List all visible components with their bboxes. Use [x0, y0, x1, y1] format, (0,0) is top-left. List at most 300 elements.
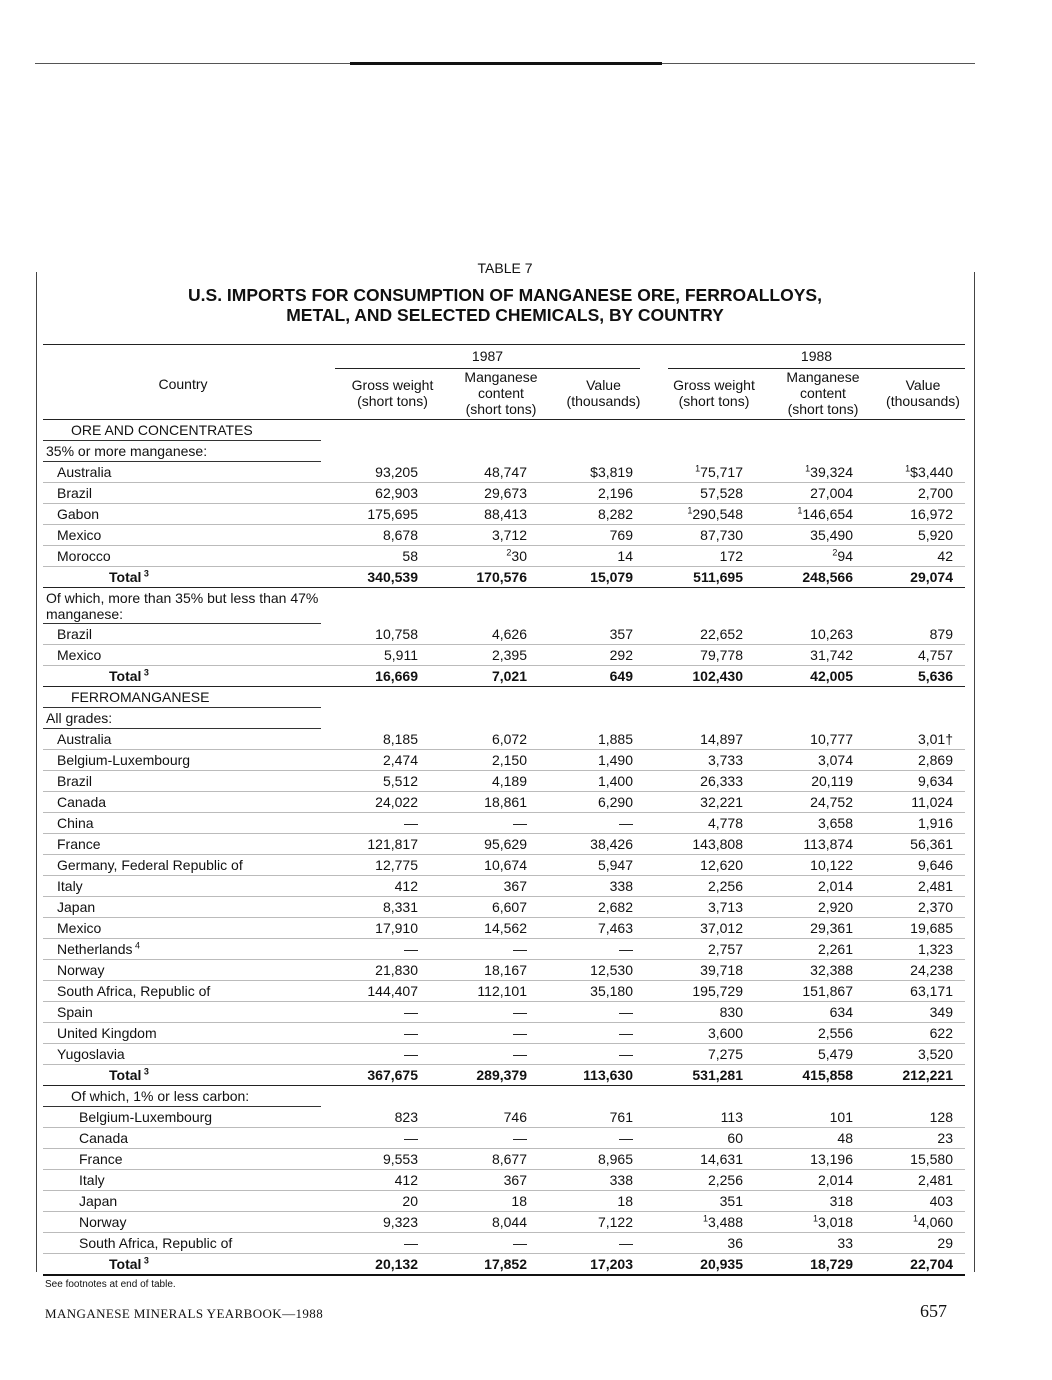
- row-label: [57, 960, 104, 981]
- cell-value: 746: [503, 1109, 527, 1125]
- cell-value: —: [404, 1046, 418, 1062]
- table-cell: [633, 1065, 743, 1086]
- row-label-text: South Africa, Republic of: [57, 983, 211, 999]
- cell-value: 23: [937, 1130, 953, 1146]
- cell-value: —: [404, 941, 418, 957]
- cell-value: 7,275: [707, 1046, 743, 1062]
- cell-value: 5,512: [382, 773, 418, 789]
- table-cell: [523, 1002, 633, 1023]
- table-cell: [843, 729, 953, 750]
- cell-value: —: [513, 1130, 527, 1146]
- cell-value: 146,654: [802, 506, 853, 522]
- cell-value: 338: [609, 1172, 633, 1188]
- table-cell: [633, 567, 743, 588]
- table-cell: [308, 960, 418, 981]
- cell-value: —: [513, 815, 527, 831]
- cell-value: 21,830: [375, 962, 418, 978]
- cell-value: 93,205: [375, 464, 418, 480]
- footnote-marker: 1: [797, 505, 803, 516]
- cell-value: 113,630: [583, 1067, 633, 1083]
- table-cell: [743, 750, 853, 771]
- cell-value: 16,669: [375, 668, 418, 684]
- cell-value: 8,331: [382, 899, 418, 915]
- footnote-marker: 1: [905, 463, 911, 474]
- table-cell: [843, 1002, 953, 1023]
- cell-value: 9,553: [382, 1151, 418, 1167]
- category-row: [43, 441, 965, 462]
- cell-value: 18,729: [810, 1256, 853, 1272]
- cell-value: 39,718: [700, 962, 743, 978]
- table-cell: [843, 897, 953, 918]
- table-cell: [417, 897, 527, 918]
- table-cell: [417, 813, 527, 834]
- row-label: [79, 1107, 212, 1128]
- table-cell: [308, 855, 418, 876]
- row-label-text: FERROMANGANESE: [71, 689, 210, 705]
- cell-value: 7,122: [597, 1214, 633, 1230]
- cell-value: 12,620: [700, 857, 743, 873]
- cell-value: 22,704: [910, 1256, 953, 1272]
- table-row: [43, 813, 965, 834]
- footnote-marker: 3: [141, 1066, 149, 1077]
- table-cell: [523, 1023, 633, 1044]
- table-cell: [308, 792, 418, 813]
- table-cell: [308, 1254, 418, 1275]
- row-label-text: Norway: [79, 1214, 127, 1230]
- table-row: [43, 981, 965, 1002]
- table-cell: [417, 960, 527, 981]
- table-cell: [417, 1044, 527, 1065]
- cell-value: 3,733: [707, 752, 743, 768]
- table-row: [43, 1044, 965, 1065]
- cell-value: 29: [937, 1235, 953, 1251]
- cell-value: 195,729: [692, 983, 743, 999]
- table-cell: [743, 897, 853, 918]
- category-row: [43, 588, 965, 624]
- table-cell: [633, 1002, 743, 1023]
- row-label: [57, 645, 101, 666]
- cell-value: 4,778: [707, 815, 743, 831]
- table-cell: [843, 792, 953, 813]
- table-cell: [633, 645, 743, 666]
- cell-value: 172: [719, 548, 743, 564]
- cell-value: 11,024: [911, 794, 953, 810]
- table-cell: [843, 771, 953, 792]
- table-cell: [743, 666, 853, 687]
- row-label-text: Canada: [79, 1130, 129, 1146]
- cell-value: 29,673: [484, 485, 527, 501]
- cell-value: 62,903: [375, 485, 418, 501]
- row-label-text: Brazil: [57, 485, 93, 501]
- cell-value: 10,674: [484, 857, 527, 873]
- row-label-text: China: [57, 815, 94, 831]
- cell-value: 3,713: [707, 899, 743, 915]
- table-cell: [843, 504, 953, 525]
- table-cell: [417, 1002, 527, 1023]
- running-footer-title: MANGANESE MINERALS YEARBOOK—1988: [45, 1306, 324, 1321]
- cell-value: 8,678: [382, 527, 418, 543]
- row-label: [79, 1233, 232, 1254]
- table-row: [43, 1170, 965, 1191]
- cell-value: 1,490: [597, 752, 633, 768]
- table-cell: [417, 1233, 527, 1254]
- table-cell: [633, 1212, 743, 1233]
- cell-value: 31,742: [810, 647, 853, 663]
- table-cell: [308, 876, 418, 897]
- row-label-text: Total: [109, 1067, 142, 1083]
- cell-value: 367,675: [367, 1067, 418, 1083]
- cell-value: $3,440: [910, 464, 953, 480]
- cell-value: 95,629: [484, 836, 527, 852]
- footnote-marker: 1: [695, 463, 701, 474]
- cell-value: 634: [829, 1004, 853, 1020]
- cell-value: —: [404, 815, 418, 831]
- row-label-text: France: [79, 1151, 123, 1167]
- table-title-line-2: METAL, AND SELECTED CHEMICALS, BY COUNTRY: [286, 305, 724, 325]
- cell-value: 29,074: [910, 569, 953, 585]
- cell-value: 32,388: [810, 962, 853, 978]
- table-cell: [843, 1149, 953, 1170]
- table-cell: [523, 1170, 633, 1191]
- cell-value: 10,263: [810, 626, 853, 642]
- table-cell: [417, 1170, 527, 1191]
- cell-value: 33: [837, 1235, 853, 1251]
- row-label-text: Of which, more than 35% but less than 47% manganese:: [46, 590, 319, 622]
- table-row: [43, 1107, 965, 1128]
- table-cell: [417, 1149, 527, 1170]
- cell-value: 143,808: [692, 836, 743, 852]
- table-row: [43, 1149, 965, 1170]
- cell-value: 212,221: [902, 1067, 953, 1083]
- table-cell: [743, 918, 853, 939]
- cell-value: 113,874: [803, 836, 853, 852]
- column-header-gross-weight-1988: Gross weight (short tons): [673, 377, 755, 409]
- table-cell: [308, 1233, 418, 1254]
- table-title-line-1: U.S. IMPORTS FOR CONSUMPTION OF MANGANESE ORE, FERROALLOYS,: [188, 285, 822, 305]
- row-label-text: Japan: [79, 1193, 118, 1209]
- table-cell: [523, 834, 633, 855]
- cell-value: 412: [394, 1172, 418, 1188]
- table-cell: [743, 525, 853, 546]
- cell-value: 2,682: [597, 899, 633, 915]
- table-cell: [633, 834, 743, 855]
- cell-value: —: [513, 1235, 527, 1251]
- cell-value: 12,775: [375, 857, 418, 873]
- cell-value: 60: [727, 1130, 743, 1146]
- cell-value: 6,290: [597, 794, 633, 810]
- table-cell: [417, 1065, 527, 1086]
- table-cell: [308, 483, 418, 504]
- cell-value: 292: [609, 647, 633, 663]
- row-label-text: Brazil: [57, 626, 93, 642]
- table-cell: [743, 771, 853, 792]
- table-cell: [633, 462, 743, 483]
- cell-value: 17,203: [590, 1256, 633, 1272]
- cell-value: 7,021: [491, 668, 527, 684]
- cell-value: —: [404, 1025, 418, 1041]
- table-row: [43, 876, 965, 897]
- page-top-rule-accent: [350, 62, 662, 65]
- row-label-text: Total: [109, 1256, 142, 1272]
- table-cell: [523, 1191, 633, 1212]
- table-cell: [843, 981, 953, 1002]
- cell-value: 403: [929, 1193, 953, 1209]
- table-cell: [843, 750, 953, 771]
- footnote-marker: 1: [702, 1213, 708, 1224]
- cell-value: —: [619, 1235, 633, 1251]
- cell-value: 14,562: [484, 920, 527, 936]
- cell-value: 4,189: [491, 773, 527, 789]
- row-label-text: Mexico: [57, 920, 102, 936]
- cell-value: 2,481: [917, 1172, 953, 1188]
- table-cell: [743, 1128, 853, 1149]
- row-label: [46, 590, 326, 622]
- cell-value: 8,282: [597, 506, 633, 522]
- cell-value: 761: [609, 1109, 633, 1125]
- row-label: [57, 792, 106, 813]
- cell-value: 18: [617, 1193, 633, 1209]
- row-label: [71, 420, 253, 441]
- table-cell: [308, 546, 418, 567]
- cell-value: 2,261: [817, 941, 853, 957]
- cell-value: 170,576: [476, 569, 527, 585]
- table-cell: [743, 1233, 853, 1254]
- cell-value: 290,548: [692, 506, 743, 522]
- table-cell: [308, 939, 418, 960]
- table-cell: [743, 834, 853, 855]
- table-cell: [523, 567, 633, 588]
- cell-value: 13,196: [810, 1151, 853, 1167]
- table-cell: [523, 624, 633, 645]
- row-label: [79, 1128, 128, 1149]
- table-title: [0, 285, 1010, 325]
- cell-value: 3,01†: [917, 731, 953, 747]
- cell-value: 10,122: [810, 857, 853, 873]
- table-cell: [523, 483, 633, 504]
- table-cell: [843, 1065, 953, 1086]
- cell-value: 101: [829, 1109, 853, 1125]
- cell-value: 1,916: [917, 815, 953, 831]
- table-cell: [308, 771, 418, 792]
- cell-value: 622: [929, 1025, 953, 1041]
- table-cell: [743, 1170, 853, 1191]
- row-label: [79, 1212, 126, 1233]
- table-cell: [743, 1191, 853, 1212]
- table-cell: [633, 1191, 743, 1212]
- table-cell: [633, 918, 743, 939]
- cell-value: 879: [929, 626, 953, 642]
- table-cell: [417, 1212, 527, 1233]
- row-label-text: South Africa, Republic of: [79, 1235, 233, 1251]
- row-label: [109, 1065, 149, 1086]
- row-label: [57, 750, 190, 771]
- table-row: [43, 960, 965, 981]
- table-cell: [843, 462, 953, 483]
- cell-value: —: [619, 941, 633, 957]
- table-row: [43, 918, 965, 939]
- table-cell: [743, 855, 853, 876]
- table-cell: [523, 546, 633, 567]
- table-cell: [308, 525, 418, 546]
- table-cell: [843, 645, 953, 666]
- row-label: [57, 918, 101, 939]
- row-label-text: All grades:: [46, 710, 113, 726]
- table-cell: [523, 1233, 633, 1254]
- table-cell: [417, 525, 527, 546]
- table-cell: [633, 1107, 743, 1128]
- row-label: [57, 1023, 157, 1044]
- table-cell: [843, 855, 953, 876]
- cell-value: 7,463: [597, 920, 633, 936]
- cell-value: 3,520: [917, 1046, 953, 1062]
- table-cell: [843, 939, 953, 960]
- table-cell: [523, 1212, 633, 1233]
- total-row: [43, 567, 965, 588]
- cell-value: 20: [402, 1193, 418, 1209]
- row-label-text: Belgium-Luxembourg: [79, 1109, 213, 1125]
- table-cell: [633, 1023, 743, 1044]
- cell-value: 151,867: [802, 983, 853, 999]
- table-row: [43, 771, 965, 792]
- cell-value: 5,920: [917, 527, 953, 543]
- table-row: [43, 939, 965, 960]
- table-cell: [743, 1023, 853, 1044]
- row-label-text: Australia: [57, 464, 112, 480]
- cell-value: 42,005: [810, 668, 853, 684]
- table-cell: [308, 1002, 418, 1023]
- table-row: [43, 1191, 965, 1212]
- cell-value: 35,180: [590, 983, 633, 999]
- column-header-gross-weight-1987: Gross weight (short tons): [351, 377, 434, 409]
- table-cell: [417, 939, 527, 960]
- table-cell: [843, 1212, 953, 1233]
- cell-value: 15,079: [590, 569, 633, 585]
- table-cell: [523, 1254, 633, 1275]
- cell-value: 10,758: [375, 626, 418, 642]
- table-row: [43, 729, 965, 750]
- cell-value: 1,400: [597, 773, 633, 789]
- cell-value: 9,646: [917, 857, 953, 873]
- table-cell: [417, 981, 527, 1002]
- row-label: [71, 687, 209, 708]
- table-cell: [633, 1128, 743, 1149]
- table-cell: [843, 1023, 953, 1044]
- table-body: [43, 420, 965, 1275]
- cell-value: —: [404, 1130, 418, 1146]
- table-cell: [633, 1044, 743, 1065]
- column-header-value-1987: Value (thousands): [566, 377, 641, 409]
- cell-value: 9,634: [917, 773, 953, 789]
- table-row: [43, 1023, 965, 1044]
- cell-value: 14,897: [700, 731, 743, 747]
- cell-value: —: [513, 941, 527, 957]
- table-cell: [523, 1065, 633, 1086]
- row-label: [109, 666, 149, 687]
- cell-value: 48: [837, 1130, 853, 1146]
- table-cell: [308, 1191, 418, 1212]
- cell-value: 367: [503, 1172, 527, 1188]
- table-cell: [308, 834, 418, 855]
- total-row: [43, 1065, 965, 1086]
- cell-value: —: [619, 1130, 633, 1146]
- table-row: [43, 1233, 965, 1254]
- table-row: [43, 483, 965, 504]
- footnote-marker: 3: [141, 568, 149, 579]
- category-row: [43, 687, 965, 708]
- cell-value: 2,757: [707, 941, 743, 957]
- table-cell: [523, 897, 633, 918]
- table-cell: [308, 918, 418, 939]
- row-label-text: Mexico: [57, 647, 102, 663]
- table-cell: [743, 813, 853, 834]
- table-cell: [417, 771, 527, 792]
- table-cell: [843, 1233, 953, 1254]
- table-row: [43, 1128, 965, 1149]
- cell-value: 823: [394, 1109, 418, 1125]
- table-cell: [743, 1254, 853, 1275]
- cell-value: 42: [937, 548, 953, 564]
- cell-value: 94: [837, 548, 853, 564]
- table-cell: [743, 792, 853, 813]
- table-row: [43, 792, 965, 813]
- row-label-text: United Kingdom: [57, 1025, 157, 1041]
- table-row: [43, 750, 965, 771]
- cell-value: 16,972: [910, 506, 953, 522]
- cell-value: 2,196: [597, 485, 633, 501]
- row-label-text: Netherlands: [57, 941, 133, 957]
- footnote-marker: 3: [141, 1255, 149, 1266]
- cell-value: 32,221: [700, 794, 743, 810]
- cell-value: 20,132: [375, 1256, 418, 1272]
- row-label-text: Japan: [57, 899, 96, 915]
- category-row: [43, 420, 965, 441]
- table-end-rule: [43, 1274, 965, 1276]
- row-label: [79, 1191, 117, 1212]
- table-cell: [633, 1149, 743, 1170]
- table-cell: [843, 624, 953, 645]
- cell-value: 3,600: [707, 1025, 743, 1041]
- row-label: [57, 813, 94, 834]
- row-label-text: Morocco: [57, 548, 111, 564]
- row-label-text: Yugoslavia: [57, 1046, 125, 1062]
- row-label: [57, 462, 111, 483]
- cell-value: 6,072: [491, 731, 527, 747]
- row-label: [109, 1254, 149, 1275]
- table-cell: [308, 1065, 418, 1086]
- table-cell: [743, 546, 853, 567]
- table-cell: [523, 525, 633, 546]
- table-cell: [417, 504, 527, 525]
- cell-value: 35,490: [810, 527, 853, 543]
- cell-value: 1,885: [597, 731, 633, 747]
- row-label-text: Of which, 1% or less carbon:: [71, 1088, 250, 1104]
- cell-value: 128: [929, 1109, 953, 1125]
- row-label-text: Italy: [79, 1172, 105, 1188]
- cell-value: 3,488: [707, 1214, 743, 1230]
- right-margin-rule: [974, 272, 975, 1272]
- header-top-rule: [43, 344, 965, 345]
- cell-value: —: [619, 815, 633, 831]
- row-label: [57, 834, 101, 855]
- cell-value: —: [513, 1025, 527, 1041]
- table-cell: [308, 729, 418, 750]
- table-cell: [523, 666, 633, 687]
- table-cell: [843, 1044, 953, 1065]
- table-cell: [743, 462, 853, 483]
- row-label-text: Mexico: [57, 527, 102, 543]
- cell-value: 3,074: [817, 752, 853, 768]
- row-label: [57, 729, 111, 750]
